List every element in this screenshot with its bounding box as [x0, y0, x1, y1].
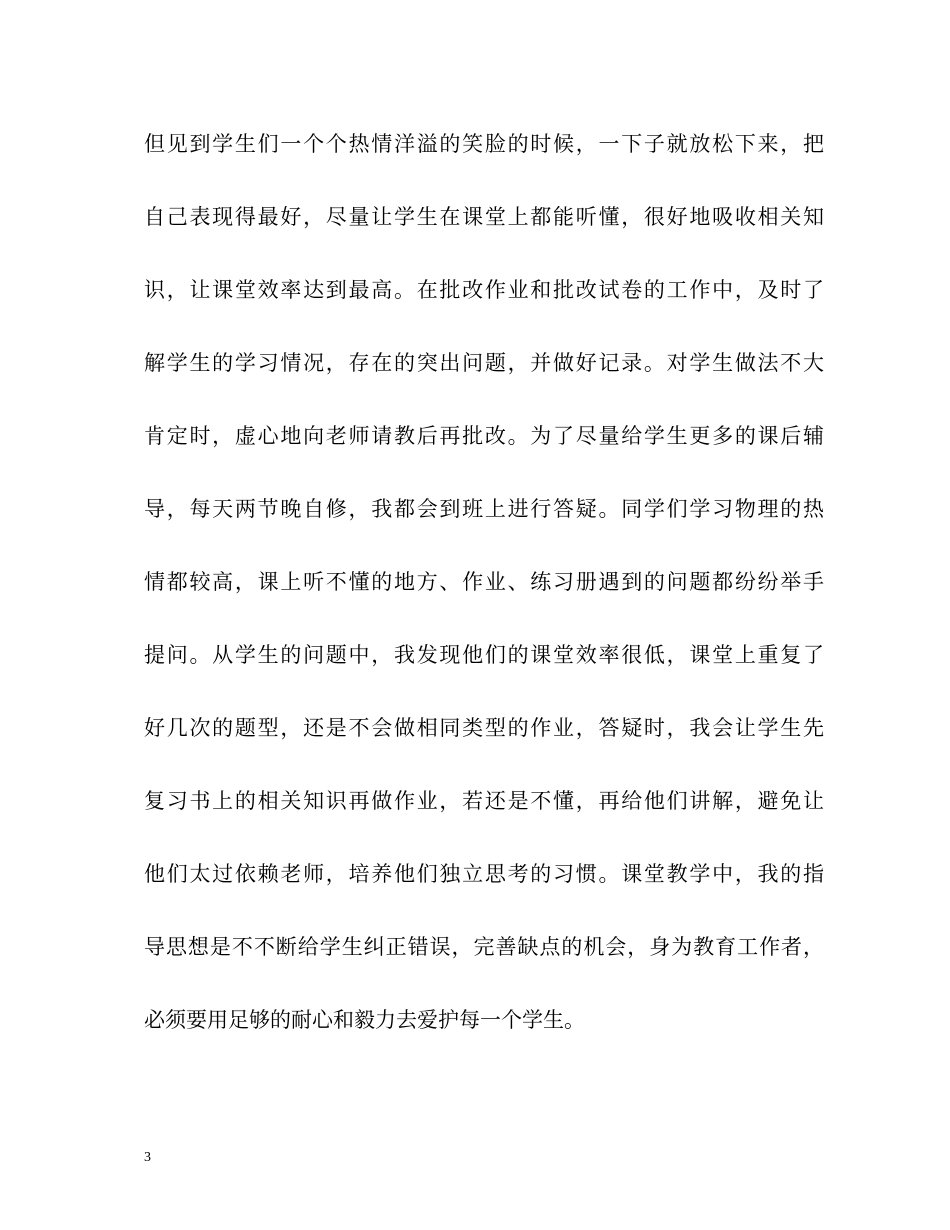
text-line: 解学生的学习情况，存在的突出问题，并做好记录。对学生做法不大: [144, 351, 824, 375]
text-line: 但见到学生们一个个热情洋溢的笑脸的时候，一下子就放松下来，把: [144, 132, 824, 156]
page-number: 3: [144, 1150, 151, 1165]
text-line: 识，让课堂效率达到最高。在批改作业和批改试卷的工作中，及时了: [144, 278, 824, 302]
text-line: 导，每天两节晚自修，我都会到班上进行答疑。同学们学习物理的热: [144, 497, 824, 521]
text-line-last: 必须要用足够的耐心和毅力去爱护每一个学生。: [144, 1008, 585, 1032]
text-line: 他们太过依赖老师，培养他们独立思考的习惯。课堂教学中，我的指: [144, 862, 824, 886]
text-line: 复习书上的相关知识再做作业，若还是不懂，再给他们讲解，避免让: [144, 789, 824, 813]
text-line: 提问。从学生的问题中，我发现他们的课堂效率很低，课堂上重复了: [144, 643, 824, 667]
text-line: 肯定时，虚心地向老师请教后再批改。为了尽量给学生更多的课后辅: [144, 424, 824, 448]
text-line: 自己表现得最好，尽量让学生在课堂上都能听懂，很好地吸收相关知: [144, 205, 824, 229]
body-text: [144, 124, 824, 1073]
text-line: 导思想是不不断给学生纠正错误，完善缺点的机会，身为教育工作者，: [144, 935, 824, 959]
text-line: 情都较高，课上听不懂的地方、作业、练习册遇到的问题都纷纷举手: [144, 570, 824, 594]
text-line: 好几次的题型，还是不会做相同类型的作业，答疑时，我会让学生先: [144, 716, 824, 740]
